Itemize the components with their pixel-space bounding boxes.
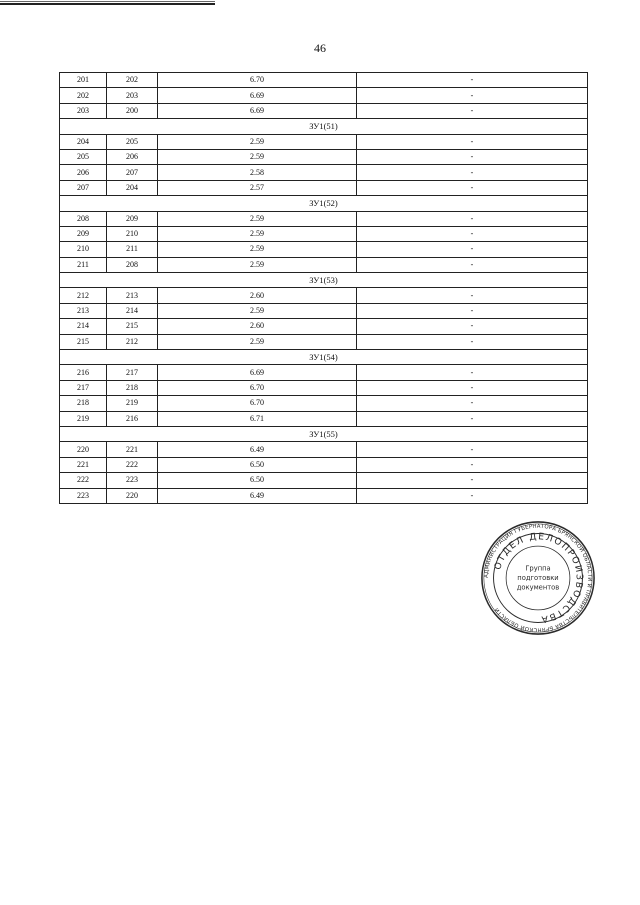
stamp-outer-text: АДМИНИСТРАЦИЯ ГУБЕРНАТОРА БРЯНСКОЙ ОБЛАСТИ И ПРАВИТЕЛЬСТВА БРЯНСКОЙ ОБЛАСТИ <box>483 523 593 633</box>
table-row <box>60 88 588 103</box>
point-from-cell: 209 <box>60 226 107 241</box>
coordinates-table <box>59 72 588 504</box>
length-cell: 2.60 <box>158 319 357 334</box>
point-from-cell: 203 <box>60 103 107 118</box>
table-row <box>60 411 588 426</box>
table-row <box>60 488 588 503</box>
section-title: ЗУ1(55) <box>60 426 588 441</box>
point-from-cell: 223 <box>60 488 107 503</box>
note-cell: - <box>357 211 588 226</box>
length-cell: 6.71 <box>158 411 357 426</box>
table-row <box>60 442 588 457</box>
table-row <box>60 396 588 411</box>
table-row <box>60 473 588 488</box>
length-cell: 6.69 <box>158 88 357 103</box>
note-cell: - <box>357 88 588 103</box>
point-from-cell: 215 <box>60 334 107 349</box>
note-cell: - <box>357 411 588 426</box>
point-to-cell: 220 <box>107 488 158 503</box>
section-row <box>60 426 588 441</box>
length-cell: 6.69 <box>158 365 357 380</box>
coordinates-table-body <box>60 73 588 504</box>
section-row <box>60 119 588 134</box>
stamp-center-line: Группа <box>525 564 551 573</box>
point-to-cell: 200 <box>107 103 158 118</box>
point-from-cell: 218 <box>60 396 107 411</box>
point-from-cell: 210 <box>60 242 107 257</box>
table-row <box>60 211 588 226</box>
point-to-cell: 203 <box>107 88 158 103</box>
length-cell: 2.59 <box>158 149 357 164</box>
point-to-cell: 206 <box>107 149 158 164</box>
note-cell: - <box>357 288 588 303</box>
note-cell: - <box>357 334 588 349</box>
point-to-cell: 219 <box>107 396 158 411</box>
note-cell: - <box>357 134 588 149</box>
table-row <box>60 365 588 380</box>
note-cell: - <box>357 457 588 472</box>
point-from-cell: 221 <box>60 457 107 472</box>
point-to-cell: 223 <box>107 473 158 488</box>
point-from-cell: 208 <box>60 211 107 226</box>
table-row <box>60 319 588 334</box>
point-from-cell: 211 <box>60 257 107 272</box>
length-cell: 2.57 <box>158 180 357 195</box>
point-to-cell: 213 <box>107 288 158 303</box>
length-cell: 2.59 <box>158 257 357 272</box>
table-row <box>60 226 588 241</box>
length-cell: 2.59 <box>158 134 357 149</box>
point-from-cell: 212 <box>60 288 107 303</box>
note-cell: - <box>357 242 588 257</box>
point-to-cell: 207 <box>107 165 158 180</box>
note-cell: - <box>357 396 588 411</box>
length-cell: 2.59 <box>158 226 357 241</box>
note-cell: - <box>357 149 588 164</box>
length-cell: 6.50 <box>158 457 357 472</box>
point-from-cell: 204 <box>60 134 107 149</box>
length-cell: 6.70 <box>158 380 357 395</box>
section-row <box>60 350 588 365</box>
point-from-cell: 217 <box>60 380 107 395</box>
point-to-cell: 205 <box>107 134 158 149</box>
section-row <box>60 196 588 211</box>
length-cell: 2.59 <box>158 334 357 349</box>
note-cell: - <box>357 473 588 488</box>
point-from-cell: 214 <box>60 319 107 334</box>
table-row <box>60 257 588 272</box>
table-row <box>60 180 588 195</box>
point-from-cell: 219 <box>60 411 107 426</box>
note-cell: - <box>357 303 588 318</box>
point-to-cell: 204 <box>107 180 158 195</box>
table-row <box>60 103 588 118</box>
table-row <box>60 134 588 149</box>
table-row <box>60 73 588 88</box>
point-to-cell: 214 <box>107 303 158 318</box>
point-to-cell: 222 <box>107 457 158 472</box>
stamp-center-line: подготовки <box>517 573 559 582</box>
point-from-cell: 220 <box>60 442 107 457</box>
length-cell: 2.60 <box>158 288 357 303</box>
section-title: ЗУ1(51) <box>60 119 588 134</box>
table-row <box>60 165 588 180</box>
table-row <box>60 303 588 318</box>
point-from-cell: 202 <box>60 88 107 103</box>
point-from-cell: 222 <box>60 473 107 488</box>
note-cell: - <box>357 226 588 241</box>
length-cell: 6.69 <box>158 103 357 118</box>
length-cell: 2.59 <box>158 242 357 257</box>
point-to-cell: 208 <box>107 257 158 272</box>
point-to-cell: 212 <box>107 334 158 349</box>
top-rule <box>0 3 215 5</box>
table-row <box>60 334 588 349</box>
point-to-cell: 218 <box>107 380 158 395</box>
point-to-cell: 215 <box>107 319 158 334</box>
point-to-cell: 202 <box>107 73 158 88</box>
point-to-cell: 217 <box>107 365 158 380</box>
length-cell: 6.49 <box>158 442 357 457</box>
length-cell: 2.59 <box>158 303 357 318</box>
note-cell: - <box>357 319 588 334</box>
length-cell: 6.70 <box>158 73 357 88</box>
note-cell: - <box>357 380 588 395</box>
table-row <box>60 149 588 164</box>
section-title: ЗУ1(52) <box>60 196 588 211</box>
length-cell: 2.58 <box>158 165 357 180</box>
point-from-cell: 201 <box>60 73 107 88</box>
section-title: ЗУ1(53) <box>60 273 588 288</box>
note-cell: - <box>357 257 588 272</box>
point-to-cell: 221 <box>107 442 158 457</box>
note-cell: - <box>357 165 588 180</box>
point-to-cell: 209 <box>107 211 158 226</box>
note-cell: - <box>357 442 588 457</box>
note-cell: - <box>357 488 588 503</box>
table-row <box>60 242 588 257</box>
length-cell: 6.50 <box>158 473 357 488</box>
page-number: 46 <box>314 41 326 55</box>
stamp-ring-text: ОТДЕЛ ДЕЛОПРОИЗВОДСТВА <box>492 531 585 625</box>
length-cell: 6.70 <box>158 396 357 411</box>
length-cell: 2.59 <box>158 211 357 226</box>
table-row <box>60 380 588 395</box>
length-cell: 6.49 <box>158 488 357 503</box>
point-from-cell: 205 <box>60 149 107 164</box>
note-cell: - <box>357 103 588 118</box>
section-title: ЗУ1(54) <box>60 350 588 365</box>
note-cell: - <box>357 180 588 195</box>
point-from-cell: 207 <box>60 180 107 195</box>
point-from-cell: 216 <box>60 365 107 380</box>
point-to-cell: 216 <box>107 411 158 426</box>
point-from-cell: 206 <box>60 165 107 180</box>
note-cell: - <box>357 365 588 380</box>
official-stamp <box>480 520 596 636</box>
point-from-cell: 213 <box>60 303 107 318</box>
note-cell: - <box>357 73 588 88</box>
top-thin-rule <box>0 1 215 2</box>
section-row <box>60 273 588 288</box>
table-row <box>60 457 588 472</box>
table-row <box>60 288 588 303</box>
stamp-center-line: документов <box>516 583 560 592</box>
point-to-cell: 211 <box>107 242 158 257</box>
point-to-cell: 210 <box>107 226 158 241</box>
